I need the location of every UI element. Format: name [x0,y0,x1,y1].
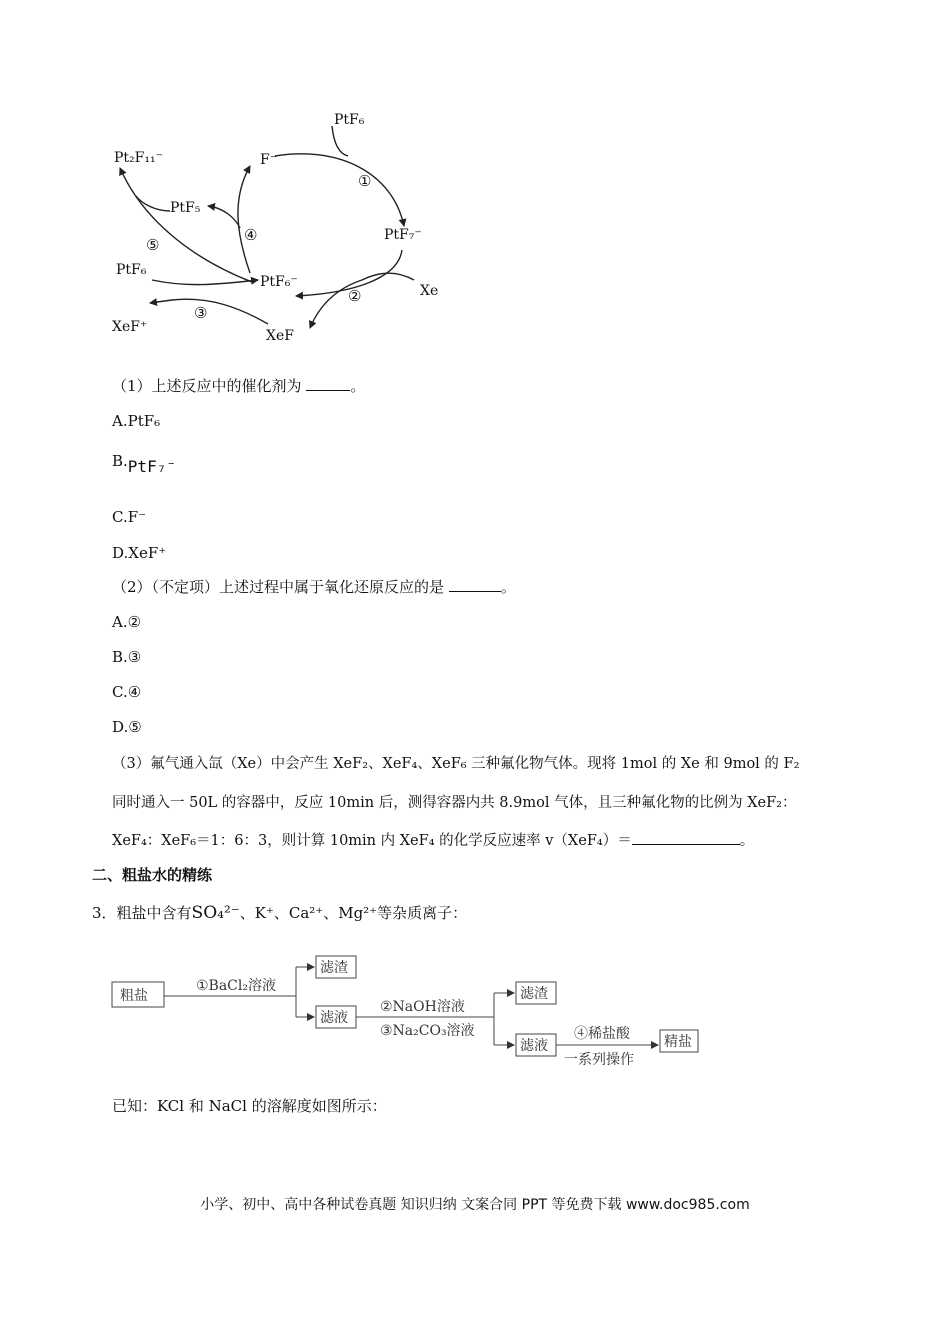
sulfate-ion: SO₄²⁻ [191,903,240,923]
arrow-step1 [275,154,404,226]
flow-residue2: 滤渣 [520,986,548,1002]
known-statement: 已知：KCl 和 NaCl 的溶解度如图所示： [112,1097,387,1115]
label-ptf6-top: PtF₆ [334,112,365,128]
label-ptf6-left: PtF₆ [116,262,147,278]
flow-crude-salt: 粗盐 [120,988,148,1004]
arrow-step4-f [238,166,250,273]
label-pt2f11: Pt₂F₁₁⁻ [114,150,163,166]
reaction-cycle-diagram [100,108,450,348]
arrow-xe-in [362,273,414,280]
answer-blank[interactable] [632,830,740,845]
q3-line2: 同时通入一 50L 的容器中，反应 10min 后，测得容器内共 8.9mol 气体，且三种氟化物的比例为 XeF₂： [112,795,797,811]
label-step1: ① [358,172,372,190]
flow-residue1: 滤渣 [320,960,348,976]
flow-refined-salt: 精盐 [664,1034,692,1050]
label-step4: ④ [244,226,258,244]
arrow-step4-ptf5 [208,206,240,228]
arrow-ptf6-left [152,280,258,285]
flow-step1: ①BaCl₂溶液 [196,978,276,994]
q2-option-d: D.⑤ [112,718,142,736]
label-step5: ⑤ [146,236,160,254]
q-three-stem: 3．粗盐中含有SO₄²⁻、K⁺、Ca²⁺、Mg²⁺等杂质离子： [92,903,468,923]
section-title: 二、粗盐水的精练 [92,866,213,884]
label-xef-plus: XeF⁺ [112,319,148,335]
purification-flowchart [108,948,708,1076]
arrow-ptf6-in [332,126,348,156]
q2-option-c: C.④ [112,683,142,701]
q1-option-a: A.PtF₆ [112,412,161,430]
q1-stem: （1）上述反应中的催化剂为 。 [112,377,366,395]
flow-filtrate2: 滤液 [520,1038,548,1054]
flow-step3: ③Na₂CO₃溶液 [380,1023,475,1039]
q1-option-b: B.PtF₇⁻ [112,452,176,476]
label-f-minus: F⁻ [260,152,278,168]
answer-blank[interactable] [449,577,501,592]
label-step3: ③ [194,304,208,322]
flow-filtrate1: 滤液 [320,1010,348,1026]
q1-option-b-formula: PtF₇⁻ [127,457,176,476]
flow-series-ops: 一系列操作 [564,1052,634,1068]
label-xef: XeF [266,328,294,344]
q2-option-a: A.② [112,613,142,631]
q3-line1: （3）氟气通入氙（Xe）中会产生 XeF₂、XeF₄、XeF₆ 三种氟化物气体。现将 1mol 的 Xe 和 9mol 的 F₂ [112,756,800,772]
arrow-step3 [150,299,268,324]
label-ptf5: PtF₅ [170,200,201,216]
answer-blank[interactable] [306,376,350,391]
label-step2: ② [348,287,362,305]
label-ptf7: PtF₇⁻ [384,227,422,243]
q1-option-d: D.XeF⁺ [112,544,167,562]
q3-line3: XeF₄：XeF₆＝1：6：3，则计算 10min 内 XeF₄ 的化学反应速率 v（XeF₄）＝ 。 [112,830,754,851]
q2-stem: （2）（不定项）上述过程中属于氧化还原反应的是 。 [112,578,516,596]
flow-step2: ②NaOH溶液 [380,999,465,1015]
q2-option-b: B.③ [112,648,142,666]
page-footer: 小学、初中、高中各种试卷真题 知识归纳 文案合同 PPT 等免费下载 www.doc985.com [200,1197,750,1213]
label-xe: Xe [420,283,439,299]
q1-option-c: C.F⁻ [112,508,147,526]
flow-step4: ④稀盐酸 [574,1026,630,1042]
label-ptf6-center: PtF₆⁻ [260,274,298,290]
